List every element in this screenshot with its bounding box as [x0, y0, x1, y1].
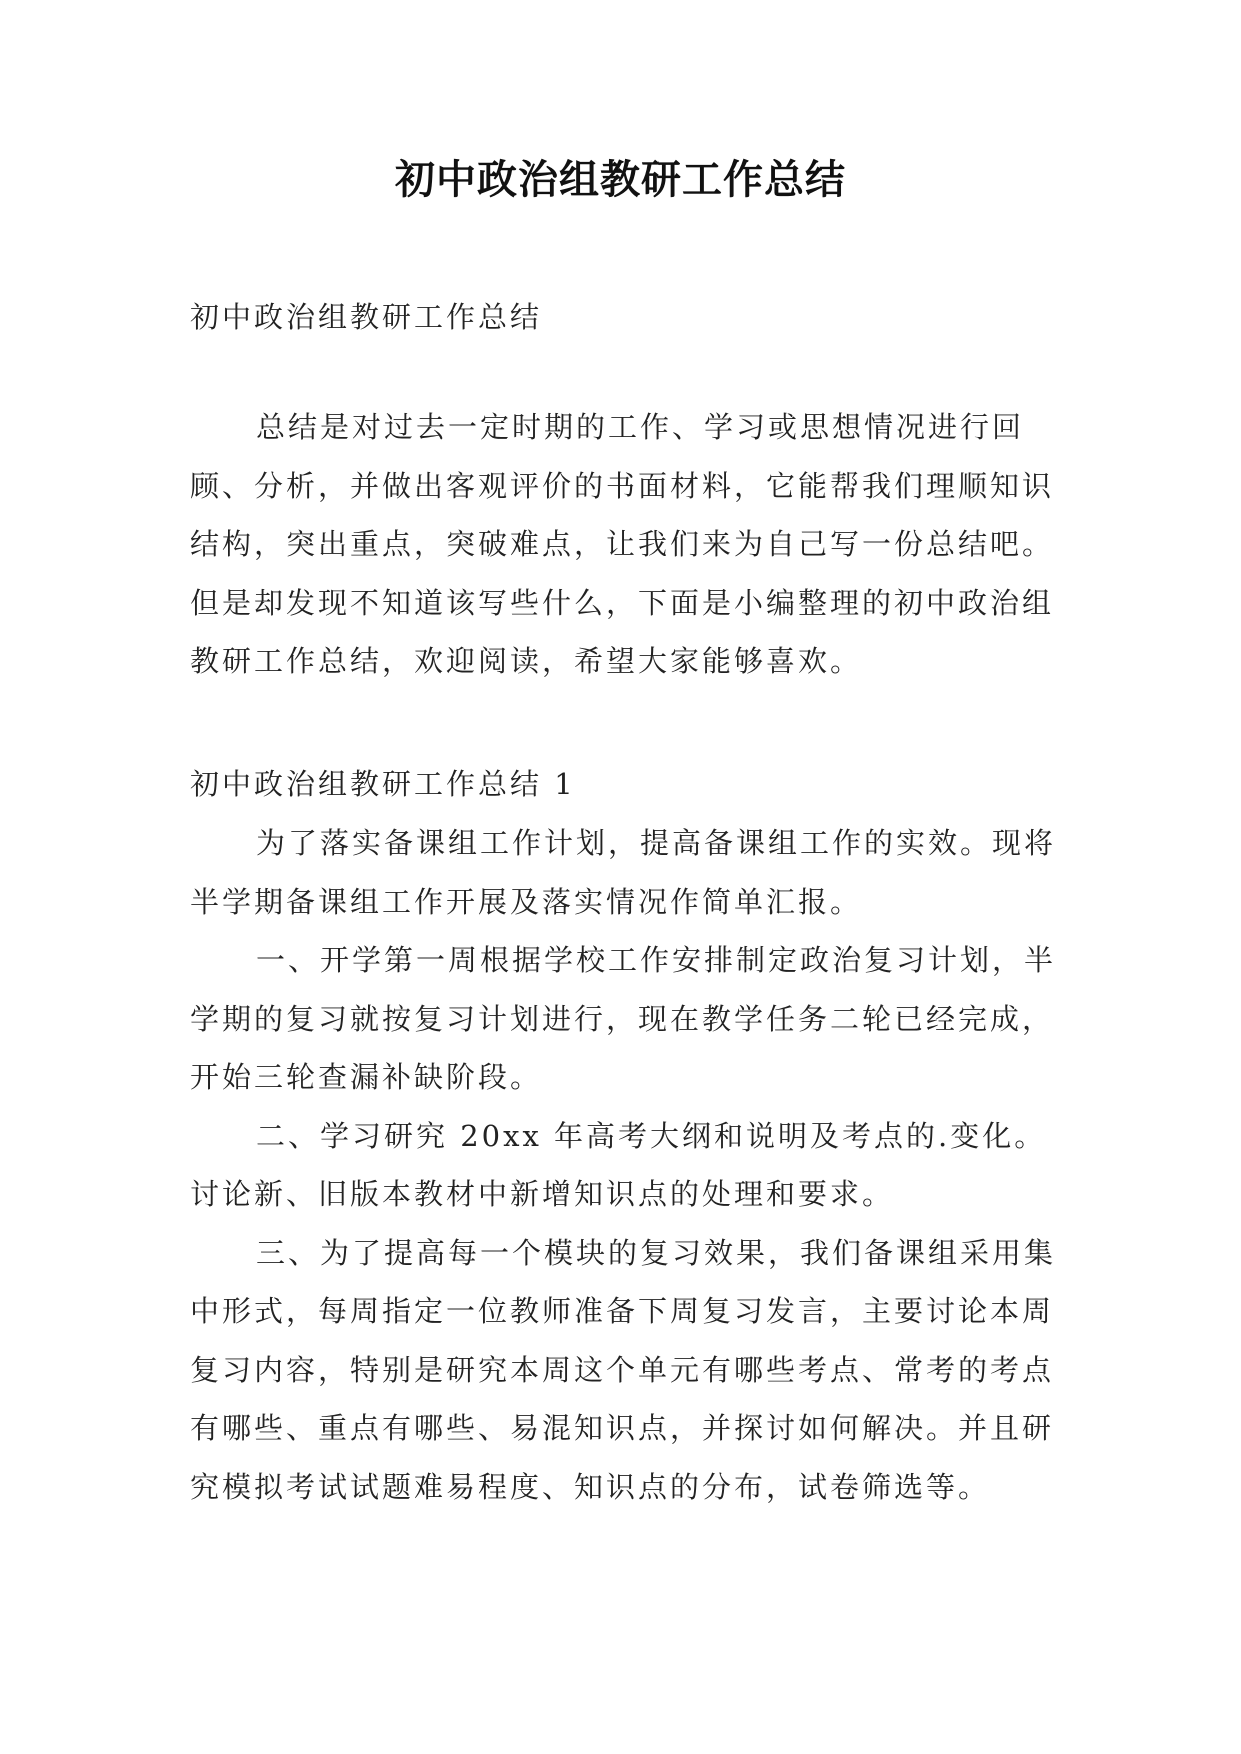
body-paragraph: 一、开学第一周根据学校工作安排制定政治复习计划，半学期的复习就按复习计划进行，现在教学任务二轮已经完成，开始三轮查漏补缺阶段。: [190, 943, 1057, 1094]
body-paragraph: 三、为了提高每一个模块的复习效果，我们备课组采用集中形式，每周指定一位教师准备下周复习发言，主要讨论本周复习内容，特别是研究本周这个单元有哪些考点、常考的考点有哪些、重点有哪些、易混知识点，并探讨如何解决。并且研究模拟考试试题难易程度、知识点的分布，试卷筛选等。: [190, 1235, 1057, 1504]
document-title: 初中政治组教研工作总结: [395, 156, 846, 203]
document-subtitle: 初中政治组教研工作总结: [190, 300, 543, 334]
section-body: [190, 814, 1060, 1516]
intro-paragraph: 总结是对过去一定时期的工作、学习或思想情况进行回顾、分析，并做出客观评价的书面材料，它能帮我们理顺知识结构，突出重点，突破难点，让我们来为自己写一份总结吧。但是却发现不知道该写些什么，下面是小编整理的初中政治组教研工作总结，欢迎阅读，希望大家能够喜欢。: [190, 410, 1055, 678]
section-heading: 初中政治组教研工作总结 1: [190, 767, 576, 801]
body-paragraph: 为了落实备课组工作计划，提高备课组工作的实效。现将半学期备课组工作开展及落实情况作简单汇报。: [190, 826, 1057, 919]
body-paragraph: 二、学习研究 20xx 年高考大纲和说明及考点的.变化。讨论新、旧版本教材中新增知识点的处理和要求。: [190, 1118, 1047, 1211]
